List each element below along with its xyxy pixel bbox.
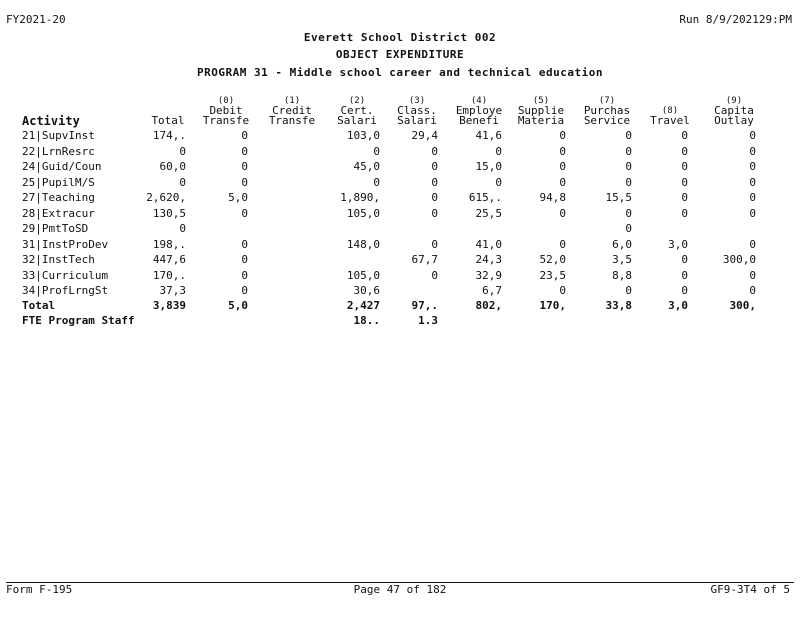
table-cell: 30,6 [353, 284, 380, 297]
column-number: (1) [283, 96, 301, 106]
table-cell: 94,8 [539, 191, 566, 204]
table-cell: 0 [241, 160, 248, 173]
table-row [0, 191, 800, 206]
run-info: Run 8/9/202129:PM [679, 13, 792, 26]
activity-label: 31|InstProDev [22, 237, 109, 251]
table-cell: 0 [681, 129, 688, 142]
column-label: Purchas [583, 104, 631, 117]
column-header [452, 96, 506, 126]
table-cell: 0 [681, 160, 688, 173]
column-number: (2) [348, 96, 366, 106]
column-label: Capita [714, 104, 754, 117]
table-row [0, 222, 800, 237]
column-number: (0) [217, 96, 235, 106]
activity-label: 29|PmtToSD [22, 222, 89, 235]
table-cell: 170,. [152, 268, 186, 282]
table-cell: 0 [373, 144, 380, 158]
table-cell: 0 [241, 253, 248, 266]
fiscal-year: FY2021-20 [6, 13, 66, 26]
table-cell: 0 [625, 206, 632, 220]
table-cell: 0 [559, 144, 566, 158]
column-header [512, 96, 570, 126]
table-cell: 0 [431, 268, 438, 282]
column-label: Credit [272, 104, 312, 117]
table-cell: 0 [241, 284, 248, 297]
table-cell: 0 [241, 129, 248, 142]
column-number: (5) [532, 96, 550, 106]
table-row [0, 160, 800, 175]
table-cell: 0 [749, 268, 756, 282]
column-label: Supplie [517, 104, 565, 117]
table-cell: 0 [179, 144, 186, 158]
table-cell: 0 [681, 268, 688, 282]
activity-label: 27|Teaching [22, 191, 95, 204]
table-cell: 23,5 [539, 268, 566, 282]
column-number: (3) [408, 96, 426, 106]
table-row [0, 314, 800, 329]
table-cell: 97,. [411, 299, 438, 312]
table-cell: 0 [625, 144, 632, 158]
activity-label: 24|Guid/Coun [22, 160, 102, 173]
table-cell: 105,0 [346, 206, 380, 220]
activity-label: 22|LrnResrc [22, 144, 95, 158]
column-label: Benefi [459, 114, 499, 127]
district-title: Everett School District 002 [303, 31, 497, 44]
column-header [708, 96, 760, 126]
column-header [264, 96, 320, 126]
activity-label: 33|Curriculum [22, 268, 109, 282]
table-cell: 41,0 [475, 237, 502, 251]
table-cell: 24,3 [475, 253, 502, 266]
table-cell: 0 [241, 206, 248, 220]
table-row [0, 176, 800, 191]
form-number: Form F-195 [6, 583, 73, 596]
table-cell: 6,0 [612, 237, 632, 251]
column-label: Class. [397, 104, 437, 117]
table-cell: 45,0 [353, 160, 380, 173]
table-cell: 0 [681, 284, 688, 297]
column-header [648, 106, 692, 126]
table-row [0, 145, 800, 160]
table-cell: 5,0 [228, 299, 248, 312]
table-cell: 0 [241, 268, 248, 282]
table-cell: 0 [749, 160, 756, 173]
table-cell: 60,0 [159, 160, 186, 173]
table-cell: 0 [431, 237, 438, 251]
table-row [0, 269, 800, 284]
table-cell: 802, [475, 299, 502, 312]
table-cell: 0 [681, 175, 688, 189]
table-cell: 0 [559, 206, 566, 220]
column-label: Service [583, 114, 631, 127]
table-cell: 0 [495, 144, 502, 158]
table-cell: 0 [431, 206, 438, 220]
activity-label: 25|PupilM/S [22, 175, 95, 189]
table-cell: 0 [495, 175, 502, 189]
column-number: (4) [470, 96, 488, 106]
table-cell: 105,0 [346, 268, 380, 282]
table-cell: 52,0 [539, 253, 566, 266]
column-label: Activity [22, 114, 80, 128]
activity-label: 28|Extracur [22, 206, 95, 220]
table-cell: 0 [681, 253, 688, 266]
table-cell: 18.. [353, 314, 380, 327]
activity-label: 34|ProfLrngSt [22, 284, 109, 297]
table-cell: 615,. [468, 191, 502, 204]
column-label: Total [151, 114, 185, 127]
table-cell: 25,5 [475, 206, 502, 220]
table-cell: 0 [625, 129, 632, 142]
table-cell: 0 [373, 175, 380, 189]
table-cell: 6,7 [482, 284, 502, 297]
table-cell: 0 [559, 237, 566, 251]
table-cell: 0 [749, 284, 756, 297]
column-label: Materia [517, 114, 565, 127]
column-number: (8) [661, 106, 679, 116]
column-label: Cert. [340, 104, 374, 117]
table-cell: 32,9 [475, 268, 502, 282]
activity-label: 21|SupvInst [22, 129, 95, 142]
table-cell: 67,7 [411, 253, 438, 266]
report-title: OBJECT EXPENDITURE [335, 48, 465, 61]
table-cell: 0 [749, 206, 756, 220]
table-cell: 33,8 [605, 299, 632, 312]
table-row [0, 207, 800, 222]
column-header [392, 96, 442, 126]
table-cell: 41,6 [475, 129, 502, 142]
table-cell: 0 [241, 237, 248, 251]
table-cell: 103,0 [346, 129, 380, 142]
table-cell: 15,5 [605, 191, 632, 204]
table-cell: 3,0 [668, 237, 688, 251]
column-header [578, 96, 636, 126]
table-cell: 15,0 [475, 160, 502, 173]
table-cell: 0 [681, 206, 688, 220]
table-cell: 447,6 [152, 253, 186, 266]
table-cell: 0 [559, 284, 566, 297]
table-row [0, 129, 800, 144]
table-cell: 0 [431, 160, 438, 173]
activity-label: 32|InstTech [22, 253, 95, 266]
column-header [146, 116, 190, 126]
column-header [200, 96, 252, 126]
report-code: GF9-3T4 of 5 [710, 583, 790, 596]
program-title: PROGRAM 31 - Middle school career and technical education [197, 66, 603, 79]
table-cell: 0 [559, 160, 566, 173]
table-cell: 0 [625, 160, 632, 173]
table-cell: 130,5 [152, 206, 186, 220]
table-cell: 3,839 [152, 299, 186, 312]
table-cell: 148,0 [346, 237, 380, 251]
table-cell: 174,. [152, 129, 186, 142]
table-cell: 0 [431, 144, 438, 158]
table-cell: 0 [431, 175, 438, 189]
table-cell: 300,0 [722, 253, 756, 266]
column-label: Salari [397, 114, 437, 127]
table-cell: 0 [559, 129, 566, 142]
table-row [0, 238, 800, 253]
table-cell: 29,4 [411, 129, 438, 142]
table-cell: 0 [241, 175, 248, 189]
table-cell: 0 [559, 175, 566, 189]
column-label: Travel [650, 114, 690, 127]
column-label: Transfe [202, 114, 250, 127]
column-number: (9) [725, 96, 743, 106]
table-cell: 0 [749, 191, 756, 204]
table-cell: 300, [729, 299, 756, 312]
page-number: Page 47 of 182 [353, 583, 447, 596]
column-label: Debit [209, 104, 243, 117]
column-label: Salari [337, 114, 377, 127]
table-cell: 0 [625, 284, 632, 297]
table-cell: 0 [625, 175, 632, 189]
table-cell: 0 [179, 222, 186, 235]
column-label: Transfe [268, 114, 316, 127]
column-number: (7) [598, 96, 616, 106]
table-cell: 0 [431, 191, 438, 204]
table-cell: 2,620, [146, 191, 186, 204]
activity-label: Total [22, 299, 56, 312]
table-row [0, 253, 800, 268]
table-cell: 0 [179, 175, 186, 189]
table-cell: 0 [625, 222, 632, 235]
table-row [0, 299, 800, 314]
table-cell: 5,0 [228, 191, 248, 204]
table-cell: 1.3 [418, 314, 438, 327]
table-cell: 1,890, [340, 191, 380, 204]
table-cell: 3,0 [668, 299, 688, 312]
table-cell: 170, [539, 299, 566, 312]
table-cell: 0 [749, 129, 756, 142]
table-cell: 0 [749, 144, 756, 158]
table-cell: 0 [749, 237, 756, 251]
column-label: Outlay [714, 114, 754, 127]
column-header [330, 96, 384, 126]
table-cell: 2,427 [346, 299, 380, 312]
table-cell: 3,5 [612, 253, 632, 266]
table-cell: 0 [241, 144, 248, 158]
activity-label: FTE Program Staff [22, 314, 135, 327]
table-cell: 198,. [152, 237, 186, 251]
table-row [0, 284, 800, 299]
table-cell: 8,8 [612, 268, 632, 282]
column-header [22, 116, 132, 126]
column-label: Employe [455, 104, 503, 117]
table-cell: 0 [681, 191, 688, 204]
table-cell: 0 [749, 175, 756, 189]
table-cell: 37,3 [159, 284, 186, 297]
table-cell: 0 [681, 144, 688, 158]
